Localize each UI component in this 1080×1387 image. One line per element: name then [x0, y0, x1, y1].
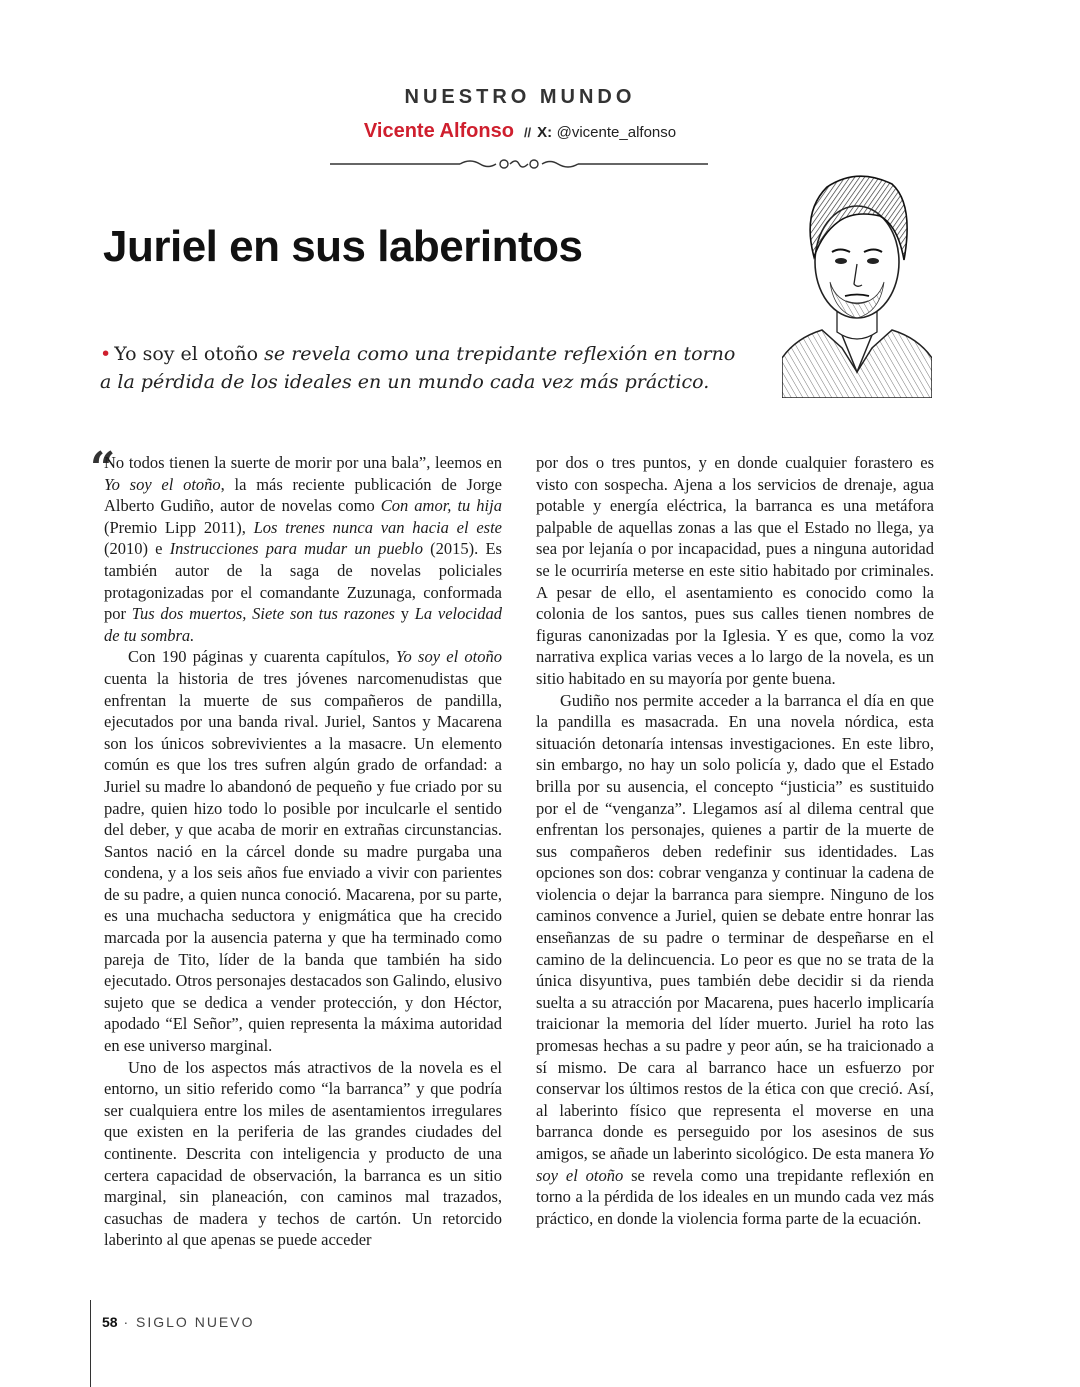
- deck-bullet: •: [100, 343, 112, 365]
- article-deck: [100, 340, 750, 396]
- paragraph: No todos tienen la suerte de morir por una bala”, leemos en Yo soy el otoño, la más reciente publicación de Jorge Alberto Gudiño, autor de novelas como Con amor, tu hija (Premio Lipp 2011), Los trenes nunca van hacia el este (2010) e Instrucciones para mudar un pueblo (2015). Es también autor de la saga de novelas policiales protagonizadas por el comandante Zuzunaga, conformada por Tus dos muertos, Siete son tus razones y La velocidad de tu sombra.: [104, 453, 503, 645]
- author-portrait-illustration: [782, 162, 932, 398]
- author-handle: @vicente_alfonso: [556, 124, 677, 141]
- ornament-divider-icon: [330, 154, 708, 174]
- body-column-right: [536, 452, 934, 1229]
- x-label: X:: [537, 124, 553, 141]
- byline: [0, 120, 1040, 143]
- footer-dot: ·: [123, 1314, 131, 1330]
- byline-separator: //: [523, 125, 532, 140]
- section-label: NUESTRO MUNDO: [404, 86, 636, 108]
- magazine-name: SIGLO NUEVO: [136, 1314, 255, 1330]
- deck-book-title: Yo soy el otoño: [114, 343, 259, 365]
- article-title: Juriel en sus laberintos: [103, 222, 583, 271]
- paragraph: Con 190 páginas y cuarenta capítulos, Yo soy el otoño cuenta la historia de tres jóvenes narcomenudistas que enfrentan la muerte de sus compañeros de pandilla, ejecutados por una banda rival. Juriel, Santos y Macarena son los únicos sobrevivientes a la masacre. Un elemento común es que los tres sufren algún grado de orfandad: a Juriel su madre lo abandonó de pequeño y fue criado por su padre, quien hizo todo lo posible por inculcarle el sentido del deber, y que acaba de morir en extrañas circunstancias. Santos nació en la cárcel donde su madre purgaba una condena, y a los seis años fue enviado a vivir con parientes de su padre, a quien nunca conoció. Macarena, por su parte, es una muchacha seductora y enigmática que ha crecido marcada por la ausencia paterna y que ha terminado como pareja de Tito, líder de la banda que también ha sido ejecutado. Otros personajes destacados son Galindo, elusivo sujeto que se dedica a vender protección, y don Héctor, apodado “El Señor”, quien representa la máxima autoridad en ese universo marginal.: [104, 647, 502, 1056]
- paragraph: Gudiño nos permite acceder a la barranca el día en que la pandilla es masacrada. En una novela nórdica, esta situación detonaría intensas investigaciones. En este libro, sin embargo, no hay un solo policía y, dado que el Estado brilla por su ausencia, el concepto “justicia” es sustituido por el de “venganza”. Llegamos así al dilema central que enfrentan los personajes, quienes a partir de la muerte de sus compañeros deben redefinir sus identidades. Las opciones son dos: cobrar venganza y continuar la cadena de violencia o dejar la barranca para siempre. Ninguno de los caminos convence a Juriel, quien se debate entre honrar las enseñanzas de su padre o terminar de despeñarse en el camino de la delincuencia. Lo peor es que no se trata de la única disyuntiva, pues también debe decidir si da rienda suelta a su atracción por Macarena, pues hacerlo implicaría traicionar la memoria del líder muerto. Juriel ha roto las promesas hechas a su padre y peor aún, se ha traicionado a sí mismo. De cara al barranco hace un esfuerzo por conservar los últimos restos de la ética con que creció. Así, al laberinto físico que representa el moverse en una barranca donde es perseguido por los asesinos de sus amigos, se añade un laberinto sicológico. De esta manera Yo soy el otoño se revela como una trepidante reflexión en torno a la pérdida de los ideales en un mundo cada vez más práctico, en donde la violencia forma parte de la ecuación.: [536, 690, 934, 1228]
- page-number: 58: [102, 1314, 118, 1330]
- paragraph: por dos o tres puntos, y en donde cualquier forastero es visto con sospecha. Ajena a los servicios de drenaje, agua potable y energía eléctrica, la barranca es una metáfora palpable de aquellas zonas a las que el Estado no llega, ya sea por lejanía o por incapacidad, pues a ninguna autoridad se le ocurriría meterse en este sitio habitado por criminales. A pesar de ello, el asentamiento es conocido como la colonia de los santos, pues sus calles tienen nombres de figuras canonizadas por la Iglesia. Y es que, como la voz narrativa explica varias veces a lo largo de la novela, es un sitio habitado en su mayoría por gente buena.: [536, 453, 934, 688]
- page-footer: [102, 1314, 255, 1330]
- deck-text: se revela como una trepidante reflexión en torno a la pérdida de los ideales en un mundo cada vez más práctico.: [100, 343, 736, 393]
- paragraph: Uno de los aspectos más atractivos de la novela es el entorno, un sitio referido como “la barranca” y que podría ser cualquiera entre los miles de asentamientos irregulares que existen en la periferia de las grandes ciudades del continente. Descrita con inteligencia y producto de una certera capacidad de observación, la barranca es un sitio marginal, sin planeación, con caminos mal trazados, casuchas de madera y techos de cartón. Un retorcido laberinto al que apenas se puede acceder: [104, 1057, 502, 1250]
- footer-rule: [90, 1300, 91, 1387]
- body-column-left: [104, 452, 502, 1251]
- opening-quote-mark: “: [90, 443, 116, 494]
- author-name: Vicente Alfonso: [363, 120, 514, 142]
